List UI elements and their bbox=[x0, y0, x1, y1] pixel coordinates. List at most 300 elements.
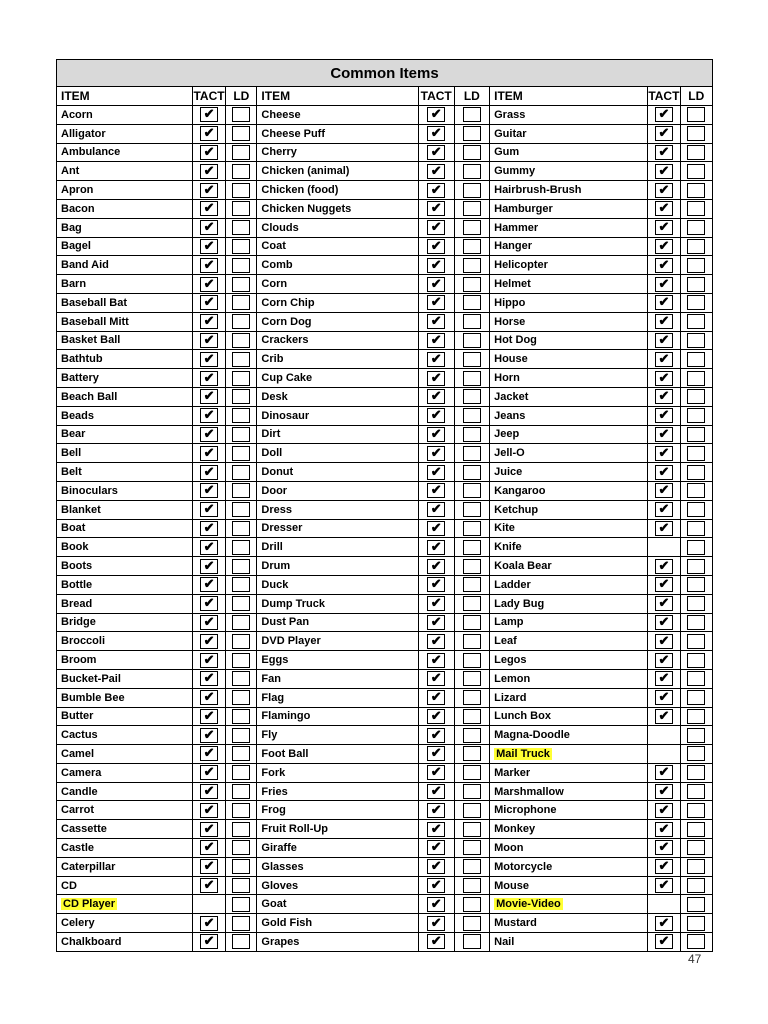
tact-checkbox-checked[interactable] bbox=[200, 502, 218, 517]
item-name: Lizard bbox=[494, 691, 527, 704]
tact-checkbox-checked[interactable] bbox=[200, 803, 218, 818]
ld-checkbox-empty[interactable] bbox=[232, 784, 250, 799]
tact-checkbox-checked[interactable] bbox=[427, 333, 445, 348]
tact-checkbox-checked[interactable] bbox=[200, 408, 218, 423]
tact-checkbox-checked[interactable] bbox=[655, 559, 673, 574]
ld-checkbox-empty[interactable] bbox=[232, 634, 250, 649]
ld-checkbox-empty[interactable] bbox=[687, 784, 705, 799]
checkmark-icon: ✔ bbox=[203, 388, 215, 404]
checkmark-icon: ✔ bbox=[430, 425, 442, 441]
tact-checkbox-checked[interactable] bbox=[427, 107, 445, 122]
tact-checkbox-checked[interactable] bbox=[655, 615, 673, 630]
ld-checkbox-empty[interactable] bbox=[687, 314, 705, 329]
tact-checkbox-checked[interactable] bbox=[200, 934, 218, 949]
ld-checkbox-empty[interactable] bbox=[232, 671, 250, 686]
tact-checkbox-checked[interactable] bbox=[427, 878, 445, 893]
ld-checkbox-empty[interactable] bbox=[687, 634, 705, 649]
tact-checkbox-checked[interactable] bbox=[655, 784, 673, 799]
tact-checkbox-checked[interactable] bbox=[427, 803, 445, 818]
ld-checkbox-empty[interactable] bbox=[463, 878, 481, 893]
tact-checkbox-checked[interactable] bbox=[427, 277, 445, 292]
ld-checkbox-empty[interactable] bbox=[463, 295, 481, 310]
tact-checkbox-checked[interactable] bbox=[427, 239, 445, 254]
item-name-cell bbox=[257, 500, 418, 519]
ld-checkbox-empty[interactable] bbox=[463, 427, 481, 442]
ld-checkbox-empty[interactable] bbox=[232, 840, 250, 855]
tact-checkbox-checked[interactable] bbox=[655, 577, 673, 592]
ld-checkbox-empty[interactable] bbox=[232, 277, 250, 292]
ld-cell bbox=[454, 745, 490, 764]
tact-checkbox-checked[interactable] bbox=[200, 107, 218, 122]
tact-checkbox-checked[interactable] bbox=[655, 878, 673, 893]
ld-checkbox-empty[interactable] bbox=[232, 107, 250, 122]
ld-checkbox-empty[interactable] bbox=[232, 183, 250, 198]
ld-checkbox-empty[interactable] bbox=[687, 465, 705, 480]
ld-checkbox-empty[interactable] bbox=[463, 746, 481, 761]
ld-checkbox-empty[interactable] bbox=[463, 164, 481, 179]
ld-checkbox-empty[interactable] bbox=[232, 352, 250, 367]
tact-checkbox-checked[interactable] bbox=[427, 559, 445, 574]
tact-checkbox-checked[interactable] bbox=[655, 126, 673, 141]
ld-checkbox-empty[interactable] bbox=[463, 183, 481, 198]
tact-checkbox-checked[interactable] bbox=[200, 878, 218, 893]
ld-checkbox-empty[interactable] bbox=[687, 126, 705, 141]
ld-checkbox-empty[interactable] bbox=[687, 427, 705, 442]
tact-checkbox-checked[interactable] bbox=[655, 389, 673, 404]
item-name-cell bbox=[57, 181, 193, 200]
ld-checkbox-empty[interactable] bbox=[232, 615, 250, 630]
tact-checkbox-checked[interactable] bbox=[655, 859, 673, 874]
ld-checkbox-empty[interactable] bbox=[687, 897, 705, 912]
ld-checkbox-empty[interactable] bbox=[463, 596, 481, 611]
tact-checkbox-checked[interactable] bbox=[200, 521, 218, 536]
tact-checkbox-checked[interactable] bbox=[200, 916, 218, 931]
ld-checkbox-empty[interactable] bbox=[687, 840, 705, 855]
tact-cell bbox=[418, 538, 454, 557]
tact-checkbox-checked[interactable] bbox=[200, 295, 218, 310]
ld-checkbox-empty[interactable] bbox=[232, 201, 250, 216]
ld-checkbox-empty[interactable] bbox=[687, 389, 705, 404]
ld-checkbox-empty[interactable] bbox=[687, 916, 705, 931]
ld-checkbox-empty[interactable] bbox=[463, 352, 481, 367]
ld-cell bbox=[680, 688, 712, 707]
ld-checkbox-empty[interactable] bbox=[232, 765, 250, 780]
ld-checkbox-empty[interactable] bbox=[232, 709, 250, 724]
tact-checkbox-checked[interactable] bbox=[200, 540, 218, 555]
ld-checkbox-empty[interactable] bbox=[687, 596, 705, 611]
ld-checkbox-empty[interactable] bbox=[232, 164, 250, 179]
tact-checkbox-checked[interactable] bbox=[427, 709, 445, 724]
tact-checkbox-checked[interactable] bbox=[427, 183, 445, 198]
tact-checkbox-checked[interactable] bbox=[427, 822, 445, 837]
item-name-cell bbox=[490, 331, 648, 350]
tact-checkbox-checked[interactable] bbox=[200, 671, 218, 686]
tact-checkbox-checked[interactable] bbox=[655, 277, 673, 292]
tact-checkbox-checked[interactable] bbox=[200, 427, 218, 442]
ld-checkbox-empty[interactable] bbox=[232, 446, 250, 461]
ld-checkbox-empty[interactable] bbox=[463, 859, 481, 874]
tact-checkbox-checked[interactable] bbox=[200, 371, 218, 386]
ld-checkbox-empty[interactable] bbox=[463, 239, 481, 254]
tact-checkbox-checked[interactable] bbox=[427, 784, 445, 799]
ld-checkbox-empty[interactable] bbox=[687, 577, 705, 592]
tact-checkbox-checked[interactable] bbox=[655, 408, 673, 423]
tact-checkbox-checked[interactable] bbox=[427, 314, 445, 329]
ld-checkbox-empty[interactable] bbox=[687, 333, 705, 348]
ld-checkbox-empty[interactable] bbox=[463, 258, 481, 273]
tact-checkbox-checked[interactable] bbox=[427, 258, 445, 273]
tact-checkbox-checked[interactable] bbox=[427, 408, 445, 423]
tact-cell bbox=[192, 256, 225, 275]
ld-checkbox-empty[interactable] bbox=[463, 784, 481, 799]
ld-checkbox-empty[interactable] bbox=[232, 916, 250, 931]
tact-checkbox-checked[interactable] bbox=[655, 258, 673, 273]
ld-checkbox-empty[interactable] bbox=[687, 502, 705, 517]
tact-checkbox-checked[interactable] bbox=[427, 540, 445, 555]
tact-checkbox-checked[interactable] bbox=[655, 220, 673, 235]
tact-checkbox-checked[interactable] bbox=[200, 483, 218, 498]
ld-checkbox-empty[interactable] bbox=[687, 483, 705, 498]
ld-checkbox-empty[interactable] bbox=[463, 934, 481, 949]
ld-checkbox-empty[interactable] bbox=[232, 897, 250, 912]
tact-checkbox-checked[interactable] bbox=[427, 352, 445, 367]
tact-checkbox-checked[interactable] bbox=[655, 803, 673, 818]
tact-checkbox-checked[interactable] bbox=[655, 709, 673, 724]
tact-checkbox-checked[interactable] bbox=[427, 615, 445, 630]
ld-checkbox-empty[interactable] bbox=[687, 728, 705, 743]
ld-checkbox-empty[interactable] bbox=[232, 295, 250, 310]
tact-checkbox-checked[interactable] bbox=[200, 145, 218, 160]
tact-checkbox-checked[interactable] bbox=[427, 295, 445, 310]
tact-checkbox-checked[interactable] bbox=[427, 465, 445, 480]
ld-checkbox-empty[interactable] bbox=[463, 634, 481, 649]
tact-checkbox-checked[interactable] bbox=[655, 314, 673, 329]
tact-checkbox-checked[interactable] bbox=[200, 389, 218, 404]
item-name-cell bbox=[57, 237, 193, 256]
ld-checkbox-empty[interactable] bbox=[463, 145, 481, 160]
tact-checkbox-checked[interactable] bbox=[427, 371, 445, 386]
ld-checkbox-empty[interactable] bbox=[463, 483, 481, 498]
tact-checkbox-checked[interactable] bbox=[655, 690, 673, 705]
item-name-cell bbox=[490, 820, 648, 839]
ld-checkbox-empty[interactable] bbox=[687, 107, 705, 122]
tact-checkbox-checked[interactable] bbox=[200, 859, 218, 874]
tact-checkbox-checked[interactable] bbox=[655, 634, 673, 649]
ld-checkbox-empty[interactable] bbox=[687, 277, 705, 292]
tact-checkbox-empty[interactable] bbox=[655, 897, 673, 912]
ld-checkbox-empty[interactable] bbox=[687, 690, 705, 705]
ld-checkbox-empty[interactable] bbox=[463, 220, 481, 235]
ld-checkbox-empty[interactable] bbox=[232, 803, 250, 818]
tact-checkbox-checked[interactable] bbox=[427, 220, 445, 235]
tact-checkbox-checked[interactable] bbox=[655, 371, 673, 386]
ld-checkbox-empty[interactable] bbox=[463, 540, 481, 555]
ld-checkbox-empty[interactable] bbox=[687, 540, 705, 555]
ld-checkbox-empty[interactable] bbox=[463, 728, 481, 743]
ld-checkbox-empty[interactable] bbox=[232, 314, 250, 329]
ld-checkbox-empty[interactable] bbox=[232, 728, 250, 743]
tact-checkbox-checked[interactable] bbox=[200, 559, 218, 574]
tact-checkbox-checked[interactable] bbox=[200, 333, 218, 348]
item-name-cell bbox=[257, 839, 418, 858]
ld-checkbox-empty[interactable] bbox=[687, 746, 705, 761]
tact-checkbox-checked[interactable] bbox=[200, 239, 218, 254]
tact-checkbox-checked[interactable] bbox=[200, 183, 218, 198]
tact-checkbox-checked[interactable] bbox=[200, 653, 218, 668]
tact-checkbox-checked[interactable] bbox=[427, 859, 445, 874]
tact-checkbox-checked[interactable] bbox=[200, 596, 218, 611]
tact-checkbox-checked[interactable] bbox=[200, 577, 218, 592]
tact-checkbox-checked[interactable] bbox=[427, 446, 445, 461]
ld-checkbox-empty[interactable] bbox=[463, 615, 481, 630]
ld-checkbox-empty[interactable] bbox=[687, 239, 705, 254]
checkmark-icon: ✔ bbox=[203, 877, 215, 893]
tact-checkbox-checked[interactable] bbox=[200, 746, 218, 761]
ld-checkbox-empty[interactable] bbox=[463, 502, 481, 517]
ld-checkbox-empty[interactable] bbox=[687, 408, 705, 423]
ld-checkbox-empty[interactable] bbox=[232, 239, 250, 254]
tact-checkbox-checked[interactable] bbox=[427, 201, 445, 216]
item-name-cell bbox=[490, 669, 648, 688]
item-name: Door bbox=[261, 484, 288, 497]
ld-checkbox-empty[interactable] bbox=[687, 878, 705, 893]
tact-checkbox-checked[interactable] bbox=[200, 164, 218, 179]
checkmark-icon: ✔ bbox=[203, 651, 215, 667]
tact-checkbox-checked[interactable] bbox=[200, 840, 218, 855]
ld-checkbox-empty[interactable] bbox=[463, 709, 481, 724]
tact-checkbox-checked[interactable] bbox=[200, 277, 218, 292]
ld-checkbox-empty[interactable] bbox=[687, 258, 705, 273]
tact-checkbox-checked[interactable] bbox=[200, 765, 218, 780]
ld-checkbox-empty[interactable] bbox=[463, 690, 481, 705]
tact-checkbox-checked[interactable] bbox=[655, 671, 673, 686]
tact-checkbox-checked[interactable] bbox=[655, 333, 673, 348]
ld-checkbox-empty[interactable] bbox=[463, 201, 481, 216]
ld-checkbox-empty[interactable] bbox=[463, 653, 481, 668]
tact-checkbox-checked[interactable] bbox=[427, 690, 445, 705]
ld-checkbox-empty[interactable] bbox=[232, 596, 250, 611]
ld-checkbox-empty[interactable] bbox=[232, 333, 250, 348]
tact-checkbox-checked[interactable] bbox=[655, 446, 673, 461]
ld-checkbox-empty[interactable] bbox=[687, 371, 705, 386]
tact-cell bbox=[192, 162, 225, 181]
ld-checkbox-empty[interactable] bbox=[232, 822, 250, 837]
ld-checkbox-empty[interactable] bbox=[687, 352, 705, 367]
ld-checkbox-empty[interactable] bbox=[687, 653, 705, 668]
ld-checkbox-empty[interactable] bbox=[687, 859, 705, 874]
tact-cell bbox=[418, 933, 454, 952]
ld-checkbox-empty[interactable] bbox=[687, 446, 705, 461]
ld-checkbox-empty[interactable] bbox=[463, 765, 481, 780]
item-name: Knife bbox=[494, 541, 522, 554]
tact-checkbox-checked[interactable] bbox=[655, 239, 673, 254]
tact-checkbox-checked[interactable] bbox=[427, 671, 445, 686]
ld-checkbox-empty[interactable] bbox=[687, 220, 705, 235]
tact-checkbox-checked[interactable] bbox=[655, 502, 673, 517]
tact-checkbox-checked[interactable] bbox=[655, 521, 673, 536]
tact-checkbox-checked[interactable] bbox=[200, 634, 218, 649]
tact-checkbox-checked[interactable] bbox=[655, 352, 673, 367]
tact-checkbox-checked[interactable] bbox=[427, 164, 445, 179]
ld-checkbox-empty[interactable] bbox=[463, 408, 481, 423]
ld-checkbox-empty[interactable] bbox=[463, 897, 481, 912]
tact-checkbox-checked[interactable] bbox=[200, 690, 218, 705]
item-name: Helmet bbox=[494, 278, 531, 291]
item-name: Hammer bbox=[494, 221, 539, 234]
ld-checkbox-empty[interactable] bbox=[463, 446, 481, 461]
tact-checkbox-checked[interactable] bbox=[200, 784, 218, 799]
tact-checkbox-checked[interactable] bbox=[655, 107, 673, 122]
ld-checkbox-empty[interactable] bbox=[463, 465, 481, 480]
tact-checkbox-checked[interactable] bbox=[655, 201, 673, 216]
ld-checkbox-empty[interactable] bbox=[232, 746, 250, 761]
tact-checkbox-checked[interactable] bbox=[427, 126, 445, 141]
tact-checkbox-checked[interactable] bbox=[200, 220, 218, 235]
tact-checkbox-checked[interactable] bbox=[655, 427, 673, 442]
ld-checkbox-empty[interactable] bbox=[463, 916, 481, 931]
tact-checkbox-checked[interactable] bbox=[655, 934, 673, 949]
tact-checkbox-checked[interactable] bbox=[655, 164, 673, 179]
ld-checkbox-empty[interactable] bbox=[232, 220, 250, 235]
tact-checkbox-checked[interactable] bbox=[427, 389, 445, 404]
ld-checkbox-empty[interactable] bbox=[232, 408, 250, 423]
ld-checkbox-empty[interactable] bbox=[232, 577, 250, 592]
ld-checkbox-empty[interactable] bbox=[463, 521, 481, 536]
tact-checkbox-empty[interactable] bbox=[655, 728, 673, 743]
tact-checkbox-checked[interactable] bbox=[427, 897, 445, 912]
ld-checkbox-empty[interactable] bbox=[232, 540, 250, 555]
tact-checkbox-checked[interactable] bbox=[655, 145, 673, 160]
ld-checkbox-empty[interactable] bbox=[232, 389, 250, 404]
ld-checkbox-empty[interactable] bbox=[687, 765, 705, 780]
ld-checkbox-empty[interactable] bbox=[232, 690, 250, 705]
ld-checkbox-empty[interactable] bbox=[232, 559, 250, 574]
ld-checkbox-empty[interactable] bbox=[687, 145, 705, 160]
tact-checkbox-checked[interactable] bbox=[200, 728, 218, 743]
tact-checkbox-checked[interactable] bbox=[427, 427, 445, 442]
ld-checkbox-empty[interactable] bbox=[687, 183, 705, 198]
ld-checkbox-empty[interactable] bbox=[687, 164, 705, 179]
tact-checkbox-checked[interactable] bbox=[427, 521, 445, 536]
ld-checkbox-empty[interactable] bbox=[463, 314, 481, 329]
ld-checkbox-empty[interactable] bbox=[463, 371, 481, 386]
ld-checkbox-empty[interactable] bbox=[687, 671, 705, 686]
item-name: Monkey bbox=[494, 823, 536, 836]
tact-checkbox-checked[interactable] bbox=[200, 258, 218, 273]
tact-checkbox-checked[interactable] bbox=[655, 183, 673, 198]
tact-checkbox-empty[interactable] bbox=[655, 540, 673, 555]
ld-checkbox-empty[interactable] bbox=[463, 577, 481, 592]
ld-checkbox-empty[interactable] bbox=[232, 859, 250, 874]
tact-checkbox-checked[interactable] bbox=[655, 822, 673, 837]
ld-checkbox-empty[interactable] bbox=[687, 709, 705, 724]
ld-checkbox-empty[interactable] bbox=[232, 145, 250, 160]
tact-checkbox-checked[interactable] bbox=[655, 765, 673, 780]
tact-checkbox-checked[interactable] bbox=[427, 653, 445, 668]
tact-checkbox-checked[interactable] bbox=[200, 314, 218, 329]
ld-checkbox-empty[interactable] bbox=[687, 934, 705, 949]
tact-checkbox-checked[interactable] bbox=[427, 765, 445, 780]
col-header-tact: TACT bbox=[418, 87, 454, 106]
checkmark-icon: ✔ bbox=[430, 162, 442, 178]
tact-cell bbox=[648, 312, 680, 331]
tact-checkbox-checked[interactable] bbox=[200, 822, 218, 837]
ld-checkbox-empty[interactable] bbox=[232, 126, 250, 141]
ld-checkbox-empty[interactable] bbox=[463, 389, 481, 404]
tact-checkbox-checked[interactable] bbox=[655, 483, 673, 498]
tact-checkbox-checked[interactable] bbox=[655, 840, 673, 855]
tact-checkbox-checked[interactable] bbox=[200, 201, 218, 216]
tact-checkbox-checked[interactable] bbox=[655, 653, 673, 668]
tact-checkbox-checked[interactable] bbox=[427, 483, 445, 498]
ld-checkbox-empty[interactable] bbox=[463, 822, 481, 837]
tact-checkbox-checked[interactable] bbox=[655, 916, 673, 931]
tact-cell bbox=[648, 669, 680, 688]
tact-checkbox-checked[interactable] bbox=[427, 502, 445, 517]
tact-checkbox-checked[interactable] bbox=[427, 916, 445, 931]
ld-checkbox-empty[interactable] bbox=[687, 201, 705, 216]
tact-checkbox-checked[interactable] bbox=[427, 840, 445, 855]
tact-checkbox-checked[interactable] bbox=[200, 615, 218, 630]
ld-checkbox-empty[interactable] bbox=[687, 803, 705, 818]
ld-checkbox-empty[interactable] bbox=[232, 465, 250, 480]
ld-checkbox-empty[interactable] bbox=[463, 840, 481, 855]
tact-checkbox-checked[interactable] bbox=[427, 746, 445, 761]
tact-checkbox-checked[interactable] bbox=[655, 596, 673, 611]
ld-checkbox-empty[interactable] bbox=[463, 277, 481, 292]
tact-checkbox-checked[interactable] bbox=[200, 709, 218, 724]
item-name-cell bbox=[257, 782, 418, 801]
ld-checkbox-empty[interactable] bbox=[232, 502, 250, 517]
ld-checkbox-empty[interactable] bbox=[463, 559, 481, 574]
tact-checkbox-checked[interactable] bbox=[427, 934, 445, 949]
ld-checkbox-empty[interactable] bbox=[232, 934, 250, 949]
ld-checkbox-empty[interactable] bbox=[463, 333, 481, 348]
ld-checkbox-empty[interactable] bbox=[687, 295, 705, 310]
tact-checkbox-checked[interactable] bbox=[427, 577, 445, 592]
tact-checkbox-checked[interactable] bbox=[427, 728, 445, 743]
checkmark-icon: ✔ bbox=[430, 388, 442, 404]
ld-checkbox-empty[interactable] bbox=[232, 427, 250, 442]
tact-checkbox-checked[interactable] bbox=[200, 352, 218, 367]
ld-checkbox-empty[interactable] bbox=[232, 483, 250, 498]
ld-checkbox-empty[interactable] bbox=[463, 671, 481, 686]
tact-checkbox-checked[interactable] bbox=[200, 465, 218, 480]
ld-checkbox-empty[interactable] bbox=[687, 615, 705, 630]
tact-cell bbox=[648, 369, 680, 388]
tact-checkbox-checked[interactable] bbox=[655, 295, 673, 310]
tact-checkbox-checked[interactable] bbox=[427, 634, 445, 649]
tact-checkbox-checked[interactable] bbox=[427, 145, 445, 160]
tact-checkbox-checked[interactable] bbox=[655, 465, 673, 480]
ld-checkbox-empty[interactable] bbox=[232, 371, 250, 386]
tact-checkbox-empty[interactable] bbox=[200, 897, 218, 912]
tact-checkbox-checked[interactable] bbox=[200, 126, 218, 141]
ld-checkbox-empty[interactable] bbox=[463, 126, 481, 141]
ld-checkbox-empty[interactable] bbox=[687, 521, 705, 536]
tact-checkbox-empty[interactable] bbox=[655, 746, 673, 761]
tact-checkbox-checked[interactable] bbox=[427, 596, 445, 611]
ld-checkbox-empty[interactable] bbox=[463, 107, 481, 122]
ld-checkbox-empty[interactable] bbox=[232, 521, 250, 536]
ld-checkbox-empty[interactable] bbox=[687, 822, 705, 837]
ld-checkbox-empty[interactable] bbox=[463, 803, 481, 818]
ld-checkbox-empty[interactable] bbox=[232, 878, 250, 893]
ld-checkbox-empty[interactable] bbox=[232, 258, 250, 273]
ld-checkbox-empty[interactable] bbox=[687, 559, 705, 574]
ld-checkbox-empty[interactable] bbox=[232, 653, 250, 668]
tact-checkbox-checked[interactable] bbox=[200, 446, 218, 461]
